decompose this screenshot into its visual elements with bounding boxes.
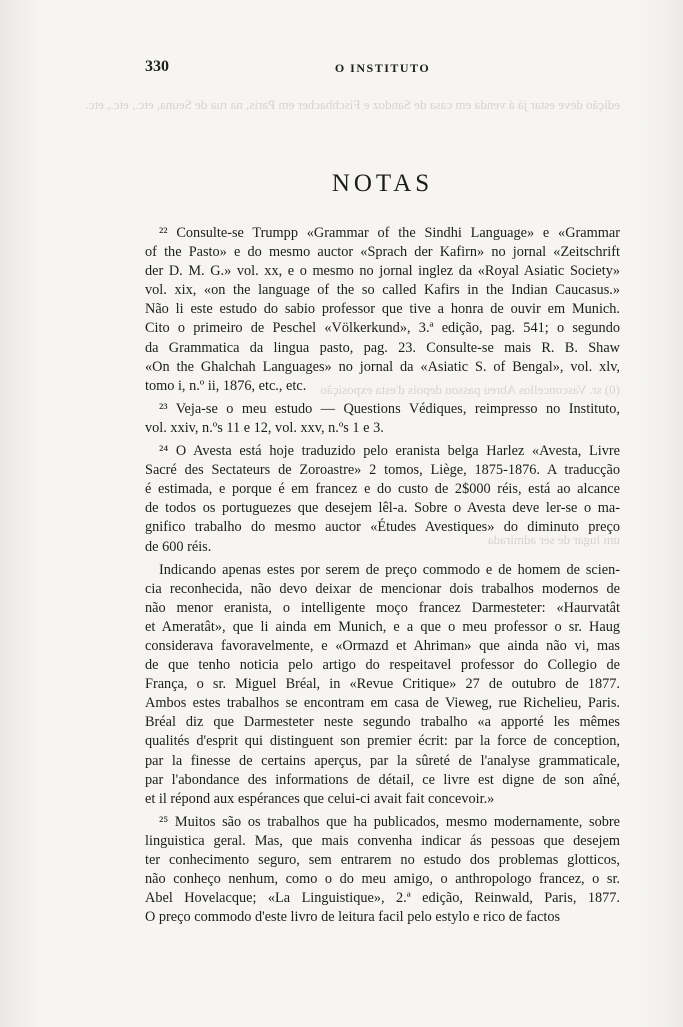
bleed-through-text: um lugar de ser admirada <box>487 532 620 547</box>
text-line: ²⁴ O Avesta está hoje traduzido pelo eranista belga Harlez «Avesta, Livre <box>159 443 620 460</box>
text-line: Indicando apenas estes por serem de preço commodo e de homem de scien- <box>159 561 620 578</box>
text-line: ²⁵ Muitos são os trabalhos que ha publicados, mesmo modernamente, sobre <box>159 813 620 830</box>
text-line: tomo i, n.º ii, 1876, etc., etc. <box>145 377 307 394</box>
section-title: NOTAS <box>331 170 434 197</box>
text-line: Abel Hovelacque; «La Linguistique», 2.ª edição, Reinwald, Paris, 1877. <box>145 890 620 907</box>
text-line: Bréal diz que Darmesteter neste segundo trabalho «a apporté les mêmes <box>145 714 620 731</box>
text-line: Ambos estes trabalhos se encontram em casa de Vieweg, rue Richelieu, Paris. <box>145 695 620 712</box>
text-line: de todos os portuguezes que desejem lêl-a. Sobre o Avesta deve ler-se o ma- <box>145 500 620 517</box>
text-line: ²² Consulte-se Trumpp «Grammar of the Sindhi Language» e «Grammar <box>159 225 620 241</box>
footnote <box>145 442 620 557</box>
bleed-through-text: (0) sr. Vasconcellos Abreu passou depois d'esta exposição <box>320 382 620 397</box>
text-line: gnifico trabalho do mesmo auctor «Études Avestiques» do diminuto preço <box>145 519 620 536</box>
text-line: par la finesse de certains aperçus, par la sûreté de l'analyse grammaticale, <box>145 752 620 769</box>
footnote <box>145 224 620 396</box>
page-header <box>145 58 620 78</box>
bleed-through-text: edição deve estar já á venda em casa de Sandoz e Fischbacher em Paris, na rua de Seuna, etc., etc., etc. <box>85 97 620 112</box>
text-line: ter conhecimento seguro, sem entrarem no estudo dos problemas glotticos, <box>145 852 620 868</box>
text-line: O preço commodo d'este livro de leitura facil pelo estylo e rico de factos <box>145 909 561 926</box>
text-line: considerava favoravelmente, e «Ormazd et Ahriman» que ainda não vi, mas <box>145 637 620 654</box>
text-line: vol. xix, «on the language of the so called Kafirs in the Indian Caucasus.» <box>145 282 620 299</box>
text-line: Sacré des Sectateurs de Zoroastre» 2 tomos, Liège, 1875-1876. A traducção <box>145 462 620 479</box>
text-line: Não li este estudo do sabio professor que tive a honra de ouvir em Munich. <box>145 301 620 318</box>
footnote <box>145 400 620 438</box>
running-head: O INSTITUTO <box>334 61 431 75</box>
text-line: et il répond aux espérances que celui-ci avait fait concevoir.» <box>145 790 495 807</box>
text-line: vol. xxiv, n.ºs 11 e 12, vol. xxv, n.ºs 1 e 3. <box>145 419 384 436</box>
text-line: é estimada, e porque é em francez e do custo de 2$000 réis, está ao alcance <box>145 481 620 498</box>
text-line: não conheço nenhum, como o do meu amigo, o anthropologo francez, o sr. <box>145 871 620 888</box>
text-line: da Grammatica da lingua pasto, pag. 23. Consulte-se mais R. B. Shaw <box>145 339 620 356</box>
notes-body <box>145 224 620 927</box>
text-line: par l'abondance des informations de détail, ce livre est digne de son aîné, <box>145 771 620 788</box>
text-line: linguistica geral. Mas, que mais convenha indicar ás pessoas que desejem <box>145 832 620 849</box>
page-number: 330 <box>145 58 169 75</box>
text-line: et Ameratât», que li ainda em Munich, e a que o meu professor o sr. Haug <box>145 618 620 635</box>
footnote <box>145 561 620 809</box>
text-line: de 600 réis. <box>145 538 212 555</box>
text-line: França, o sr. Miguel Bréal, in «Revue Critique» 27 de outubro de 1877. <box>145 676 620 693</box>
text-line: não menor eranista, o intelligente moço francez Darmesteter: «Haurvatât <box>145 599 620 616</box>
text-line: qualités d'esprit qui distinguent son premier écrit: par la force de conception, <box>145 733 620 750</box>
text-line: «On the Ghalchah Languages» no jornal da «Asiatic S. of Bengal», vol. xlv, <box>145 358 620 375</box>
text-line: cia reconhecida, não devo deixar de mencionar dois trabalhos modernos de <box>145 580 620 597</box>
text-line: of the Pasto» e do mesmo auctor «Sprach der Kafirn» no jornal «Zeitschrift <box>145 244 620 261</box>
text-line: de que tenho noticia pelo artigo do respeitavel professor do Collegio de <box>145 657 620 674</box>
text-line: der D. M. G.» vol. xx, e o mesmo no jornal inglez da «Royal Asiatic Society» <box>145 263 620 280</box>
text-line: ²³ Veja-se o meu estudo — Questions Védiques, reimpresso no Instituto, <box>159 400 620 417</box>
text-line: Cito o primeiro de Peschel «Völkerkund», 3.ª edição, pag. 541; o segundo <box>145 320 620 337</box>
footnote <box>145 813 620 928</box>
